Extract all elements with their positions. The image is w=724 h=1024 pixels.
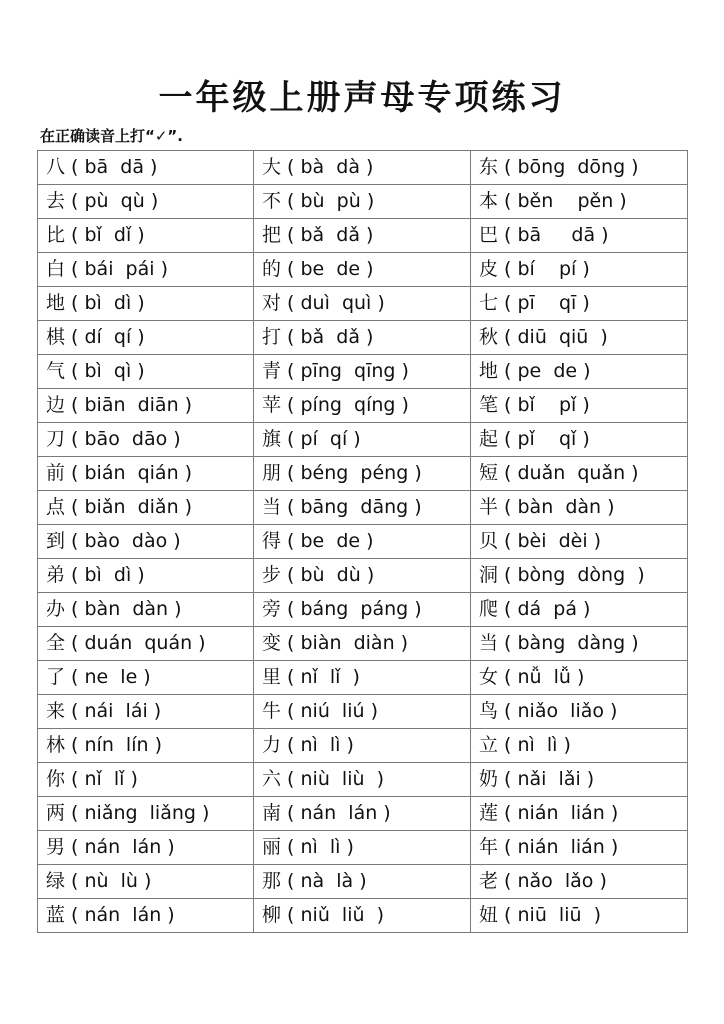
cell-text: 男 ( nán lán ) (46, 836, 175, 858)
practice-cell[interactable] (38, 899, 254, 933)
practice-cell[interactable] (38, 253, 254, 287)
cell-text: 南 ( nán lán ) (262, 802, 391, 824)
practice-cell[interactable] (254, 831, 471, 865)
practice-table-body (38, 151, 688, 933)
practice-cell[interactable] (471, 797, 688, 831)
practice-cell[interactable] (471, 593, 688, 627)
page-title: 一年级上册声母专项练习 (158, 78, 566, 118)
practice-cell[interactable] (38, 185, 254, 219)
practice-cell[interactable] (38, 661, 254, 695)
practice-cell[interactable] (471, 219, 688, 253)
table-row (38, 253, 688, 287)
cell-text: 力 ( nì lì ) (262, 734, 354, 756)
practice-cell[interactable] (38, 151, 254, 185)
practice-cell[interactable] (254, 763, 471, 797)
practice-cell[interactable] (254, 355, 471, 389)
table-row (38, 593, 688, 627)
practice-cell[interactable] (38, 219, 254, 253)
cell-text: 青 ( pīng qīng ) (262, 360, 409, 382)
cell-text: 当 ( bāng dāng ) (262, 496, 422, 518)
cell-text: 你 ( nǐ lǐ ) (46, 768, 138, 790)
practice-cell[interactable] (471, 729, 688, 763)
cell-text: 办 ( bàn dàn ) (46, 598, 182, 620)
practice-cell[interactable] (471, 151, 688, 185)
cell-text: 柳 ( niǔ liǔ ) (262, 904, 385, 926)
cell-text: 苹 ( píng qíng ) (262, 394, 409, 416)
cell-text: 女 ( nǚ lǚ ) (479, 666, 585, 688)
table-row (38, 457, 688, 491)
practice-cell[interactable] (254, 729, 471, 763)
practice-cell[interactable] (471, 831, 688, 865)
cell-text: 短 ( duǎn quǎn ) (479, 462, 639, 484)
practice-cell[interactable] (38, 423, 254, 457)
practice-cell[interactable] (38, 763, 254, 797)
cell-text: 丽 ( nì lì ) (262, 836, 354, 858)
cell-text: 全 ( duán quán ) (46, 632, 206, 654)
practice-cell[interactable] (38, 831, 254, 865)
practice-cell[interactable] (471, 899, 688, 933)
cell-text: 大 ( bà dà ) (262, 156, 374, 178)
table-row (38, 219, 688, 253)
practice-cell[interactable] (38, 559, 254, 593)
table-row (38, 423, 688, 457)
practice-cell[interactable] (471, 525, 688, 559)
cell-text: 蓝 ( nán lán ) (46, 904, 175, 926)
table-row (38, 661, 688, 695)
table-row (38, 797, 688, 831)
practice-cell[interactable] (254, 559, 471, 593)
cell-text: 旗 ( pí qí ) (262, 428, 361, 450)
cell-text: 旁 ( báng páng ) (262, 598, 422, 620)
practice-cell[interactable] (254, 797, 471, 831)
practice-cell[interactable] (471, 763, 688, 797)
table-row (38, 185, 688, 219)
practice-cell[interactable] (471, 253, 688, 287)
cell-text: 里 ( nǐ lǐ ) (262, 666, 360, 688)
practice-cell[interactable] (254, 695, 471, 729)
cell-text: 半 ( bàn dàn ) (479, 496, 615, 518)
cell-text: 到 ( bào dào ) (46, 530, 181, 552)
table-row (38, 389, 688, 423)
practice-cell[interactable] (471, 423, 688, 457)
cell-text: 当 ( bàng dàng ) (479, 632, 639, 654)
cell-text: 奶 ( nǎi lǎi ) (479, 768, 595, 790)
cell-text: 年 ( nián lián ) (479, 836, 619, 858)
cell-text: 东 ( bōng dōng ) (479, 156, 639, 178)
practice-cell[interactable] (471, 185, 688, 219)
cell-text: 那 ( nà là ) (262, 870, 367, 892)
practice-cell[interactable] (254, 219, 471, 253)
table-row (38, 763, 688, 797)
cell-text: 得 ( be de ) (262, 530, 374, 552)
cell-text: 鸟 ( niǎo liǎo ) (479, 700, 618, 722)
cell-text: 地 ( pe de ) (479, 360, 591, 382)
cell-text: 打 ( bǎ dǎ ) (262, 326, 374, 348)
cell-text: 笔 ( bǐ pǐ ) (479, 394, 590, 416)
cell-text: 来 ( nái lái ) (46, 700, 162, 722)
cell-text: 林 ( nín lín ) (46, 734, 162, 756)
practice-cell[interactable] (38, 865, 254, 899)
cell-text: 绿 ( nù lù ) (46, 870, 152, 892)
practice-cell[interactable] (38, 321, 254, 355)
practice-cell[interactable] (471, 695, 688, 729)
practice-cell[interactable] (38, 491, 254, 525)
practice-cell[interactable] (254, 185, 471, 219)
practice-cell[interactable] (38, 355, 254, 389)
cell-text: 七 ( pī qī ) (479, 292, 590, 314)
practice-cell[interactable] (38, 797, 254, 831)
cell-text: 本 ( běn pěn ) (479, 190, 627, 212)
instruction-text: 在正确读音上打“✓”. (40, 127, 183, 145)
cell-text: 牛 ( niú liú ) (262, 700, 378, 722)
cell-text: 爬 ( dá pá ) (479, 598, 591, 620)
practice-cell[interactable] (254, 321, 471, 355)
practice-cell[interactable] (471, 627, 688, 661)
table-row (38, 899, 688, 933)
cell-text: 两 ( niǎng liǎng ) (46, 802, 210, 824)
cell-text: 老 ( nǎo lǎo ) (479, 870, 607, 892)
cell-text: 了 ( ne le ) (46, 666, 151, 688)
practice-cell[interactable] (254, 525, 471, 559)
cell-text: 点 ( biǎn diǎn ) (46, 496, 193, 518)
table-row (38, 321, 688, 355)
cell-text: 刀 ( bāo dāo ) (46, 428, 181, 450)
practice-cell[interactable] (254, 389, 471, 423)
practice-cell[interactable] (254, 423, 471, 457)
practice-cell[interactable] (254, 593, 471, 627)
practice-cell[interactable] (254, 151, 471, 185)
practice-cell[interactable] (471, 865, 688, 899)
practice-cell[interactable] (471, 389, 688, 423)
cell-text: 立 ( nì lì ) (479, 734, 571, 756)
table-row (38, 525, 688, 559)
cell-text: 巴 ( bā dā ) (479, 224, 609, 246)
cell-text: 皮 ( bí pí ) (479, 258, 590, 280)
cell-text: 变 ( biàn diàn ) (262, 632, 409, 654)
table-row (38, 287, 688, 321)
cell-text: 妞 ( niū liū ) (479, 904, 602, 926)
cell-text: 前 ( bián qián ) (46, 462, 193, 484)
cell-text: 气 ( bì qì ) (46, 360, 145, 382)
cell-text: 八 ( bā dā ) (46, 156, 158, 178)
table-row (38, 355, 688, 389)
cell-text: 地 ( bì dì ) (46, 292, 145, 314)
cell-text: 六 ( niù liù ) (262, 768, 385, 790)
table-row (38, 729, 688, 763)
practice-cell[interactable] (254, 865, 471, 899)
table-row (38, 151, 688, 185)
table-row (38, 627, 688, 661)
practice-cell[interactable] (254, 899, 471, 933)
practice-cell[interactable] (254, 491, 471, 525)
table-row (38, 831, 688, 865)
cell-text: 去 ( pù qù ) (46, 190, 159, 212)
cell-text: 比 ( bǐ dǐ ) (46, 224, 145, 246)
table-row (38, 491, 688, 525)
cell-text: 莲 ( nián lián ) (479, 802, 619, 824)
practice-cell[interactable] (254, 287, 471, 321)
practice-cell[interactable] (471, 457, 688, 491)
table-row (38, 865, 688, 899)
practice-cell[interactable] (471, 355, 688, 389)
cell-text: 把 ( bǎ dǎ ) (262, 224, 374, 246)
practice-cell[interactable] (38, 525, 254, 559)
practice-cell[interactable] (471, 491, 688, 525)
cell-text: 贝 ( bèi dèi ) (479, 530, 602, 552)
practice-cell[interactable] (38, 287, 254, 321)
table-row (38, 695, 688, 729)
practice-cell[interactable] (38, 593, 254, 627)
practice-cell[interactable] (254, 661, 471, 695)
practice-cell[interactable] (471, 559, 688, 593)
table-row (38, 559, 688, 593)
pinyin-practice-table (37, 150, 688, 933)
practice-cell[interactable] (38, 457, 254, 491)
cell-text: 步 ( bù dù ) (262, 564, 375, 586)
practice-cell[interactable] (38, 695, 254, 729)
cell-text: 洞 ( bòng dòng ) (479, 564, 645, 586)
practice-cell[interactable] (254, 457, 471, 491)
cell-text: 起 ( pǐ qǐ ) (479, 428, 590, 450)
practice-cell[interactable] (38, 729, 254, 763)
practice-cell[interactable] (471, 287, 688, 321)
cell-text: 边 ( biān diān ) (46, 394, 193, 416)
practice-cell[interactable] (254, 627, 471, 661)
practice-cell[interactable] (471, 321, 688, 355)
cell-text: 弟 ( bì dì ) (46, 564, 145, 586)
cell-text: 不 ( bù pù ) (262, 190, 375, 212)
cell-text: 对 ( duì quì ) (262, 292, 385, 314)
practice-cell[interactable] (38, 389, 254, 423)
cell-text: 棋 ( dí qí ) (46, 326, 145, 348)
cell-text: 朋 ( béng péng ) (262, 462, 422, 484)
cell-text: 的 ( be de ) (262, 258, 374, 280)
cell-text: 白 ( bái pái ) (46, 258, 168, 280)
practice-cell[interactable] (38, 627, 254, 661)
cell-text: 秋 ( diū qiū ) (479, 326, 608, 348)
practice-cell[interactable] (254, 253, 471, 287)
practice-cell[interactable] (471, 661, 688, 695)
